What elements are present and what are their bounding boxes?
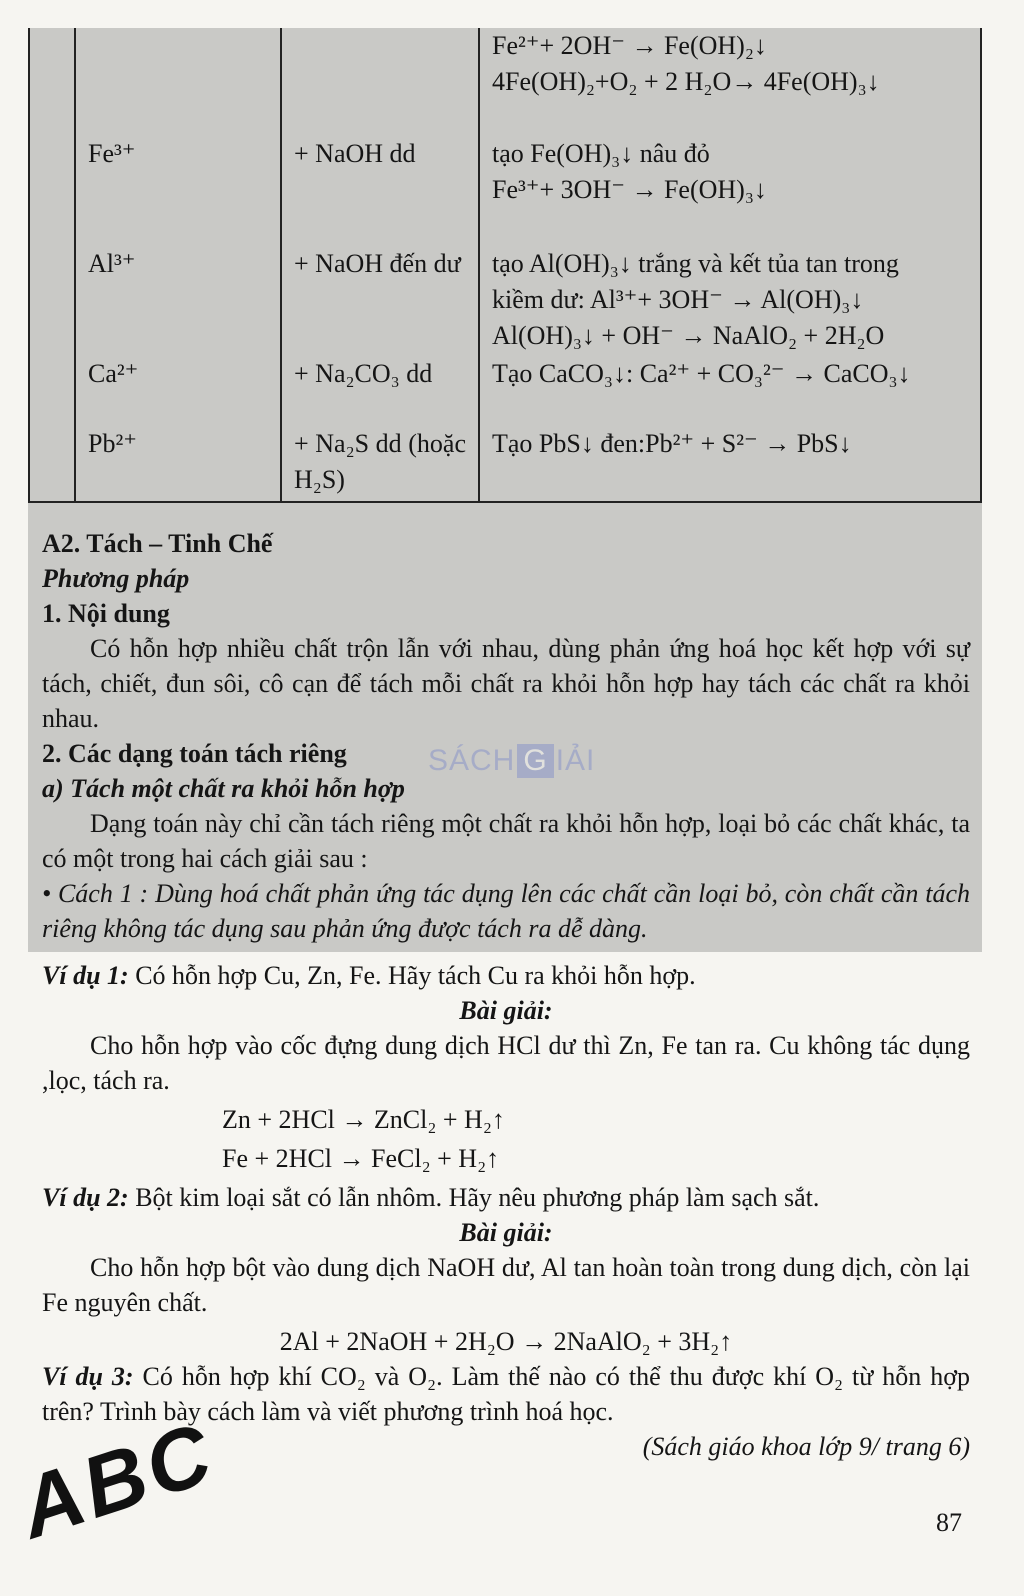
reaction-line: Tạo CaCO₃↓: Ca²⁺ + CO₃²⁻ → CaCO₃↓ bbox=[492, 359, 911, 388]
table-row bbox=[29, 426, 981, 502]
solution-heading: Bài giải: bbox=[459, 1218, 553, 1247]
watermark-mid: G bbox=[517, 744, 553, 778]
watermark-left: SÁCH bbox=[428, 744, 516, 777]
subsection-a-heading: a) Tách một chất ra khỏi hỗn hợp bbox=[42, 774, 405, 803]
method-1-bullet: • Cách 1 : Dùng hoá chất phản ứng tác dụng lên các chất cần loại bỏ, còn chất cần tách riêng không tác dụng sau phản ứng được tách ra dễ dàng. bbox=[42, 879, 970, 943]
watermark-right: IẢI bbox=[555, 744, 596, 777]
table-margin-cell bbox=[29, 136, 75, 246]
sachgiai-watermark bbox=[428, 744, 595, 778]
example-2-solution: Cho hỗn hợp bột vào dung dịch NaOH dư, Al tan hoàn toàn trong dung dịch, còn lại Fe nguyên chất. bbox=[42, 1253, 970, 1317]
reaction-cell bbox=[479, 28, 981, 136]
reaction-line: Tạo PbS↓ đen:Pb²⁺ + S²⁻ → PbS↓ bbox=[492, 429, 852, 458]
ion-cell bbox=[75, 28, 281, 136]
reaction-line: Fe³⁺+ 3OH⁻ → Fe(OH)₃↓ bbox=[492, 175, 767, 204]
reaction-line: Al(OH)₃↓ + OH⁻ → NaAlO₂ + 2H₂O bbox=[492, 321, 885, 350]
example-2-text: Bột kim loại sắt có lẫn nhôm. Hãy nêu phương pháp làm sạch sắt. bbox=[128, 1183, 820, 1212]
example-1-solution: Cho hỗn hợp vào cốc đựng dung dịch HCl dư thì Zn, Fe tan ra. Cu không tác dụng ,lọc, tách ra. bbox=[42, 1031, 970, 1095]
method-section bbox=[42, 526, 970, 946]
ion-reaction-table bbox=[28, 28, 982, 503]
table-margin-cell bbox=[29, 246, 75, 356]
example-3-text: Có hỗn hợp khí CO₂ và O₂. Làm thế nào có thể thu được khí O₂ từ hỗn hợp trên? Trình bày cách làm và viết phương trình hoá học. bbox=[42, 1362, 970, 1426]
reaction-line: tạo Al(OH)₃↓ trắng và kết tủa tan trong bbox=[492, 249, 899, 278]
table-margin-cell bbox=[29, 356, 75, 426]
reaction-cell bbox=[479, 246, 981, 356]
example-1 bbox=[42, 958, 970, 993]
example-2-label: Ví dụ 2: bbox=[42, 1183, 129, 1212]
method-heading: Phương pháp bbox=[42, 564, 190, 593]
ion-cell: Al³⁺ bbox=[75, 246, 281, 356]
content-paragraph: Có hỗn hợp nhiều chất trộn lẫn với nhau, dùng phản ứng hoá học kết hợp với sự tách, chiết, đun sôi, cô cạn để tách mỗi chất ra khỏi hỗn hợp hay tách các chất ra khỏi nhau. bbox=[42, 634, 970, 733]
reagent-cell: + NaOH dd bbox=[281, 136, 479, 246]
table-row bbox=[29, 246, 981, 356]
example-3-label: Ví dụ 3: bbox=[42, 1362, 134, 1391]
reaction-cell bbox=[479, 426, 981, 502]
solution-heading: Bài giải: bbox=[459, 996, 553, 1025]
example-2-equation: 2Al + 2NaOH + 2H₂O → 2NaAlO₂ + 3H₂↑ bbox=[279, 1327, 733, 1356]
reagent-cell: + Na₂S dd (hoặc H₂S) bbox=[281, 426, 479, 502]
example-1-label: Ví dụ 1: bbox=[42, 961, 129, 990]
table-margin-cell bbox=[29, 28, 75, 136]
table-row bbox=[29, 136, 981, 246]
reaction-line: tạo Fe(OH)₃↓ nâu đỏ bbox=[492, 139, 710, 168]
table-row bbox=[29, 28, 981, 136]
page-number: 87 bbox=[936, 1508, 962, 1537]
table-row bbox=[29, 356, 981, 426]
reaction-line: 4Fe(OH)₂+O₂ + 2 H₂O→ 4Fe(OH)₃↓ bbox=[492, 67, 880, 96]
reaction-cell bbox=[479, 356, 981, 426]
reaction-line: Fe²⁺+ 2OH⁻ → Fe(OH)₂↓ bbox=[492, 31, 767, 60]
example-1-text: Có hỗn hợp Cu, Zn, Fe. Hãy tách Cu ra khỏi hỗn hợp. bbox=[128, 961, 696, 990]
types-heading: 2. Các dạng toán tách riêng bbox=[42, 739, 347, 768]
reagent-cell: + NaOH đến dư bbox=[281, 246, 479, 356]
example-1-equation: Zn + 2HCl → ZnCl₂ + H₂↑ bbox=[222, 1105, 505, 1134]
section-title: A2. Tách – Tinh Chế bbox=[42, 529, 273, 558]
reagent-cell bbox=[281, 28, 479, 136]
example-2 bbox=[42, 1180, 970, 1215]
reagent-cell: + Na₂CO₃ dd bbox=[281, 356, 479, 426]
ion-cell: Ca²⁺ bbox=[75, 356, 281, 426]
abc-logo: ABC bbox=[7, 1404, 227, 1558]
content-heading: 1. Nội dung bbox=[42, 599, 170, 628]
table-margin-cell bbox=[29, 426, 75, 502]
reaction-cell bbox=[479, 136, 981, 246]
source-citation: (Sách giáo khoa lớp 9/ trang 6) bbox=[642, 1432, 970, 1461]
ion-cell: Pb²⁺ bbox=[75, 426, 281, 502]
ion-cell: Fe³⁺ bbox=[75, 136, 281, 246]
example-1-equation: Fe + 2HCl → FeCl₂ + H₂↑ bbox=[222, 1144, 500, 1173]
examples-section bbox=[42, 958, 970, 1464]
types-paragraph: Dạng toán này chỉ cần tách riêng một chất ra khỏi hỗn hợp, loại bỏ các chất khác, ta có một trong hai cách giải sau : bbox=[42, 809, 970, 873]
reaction-line: kiềm dư: Al³⁺+ 3OH⁻ → Al(OH)₃↓ bbox=[492, 285, 864, 314]
